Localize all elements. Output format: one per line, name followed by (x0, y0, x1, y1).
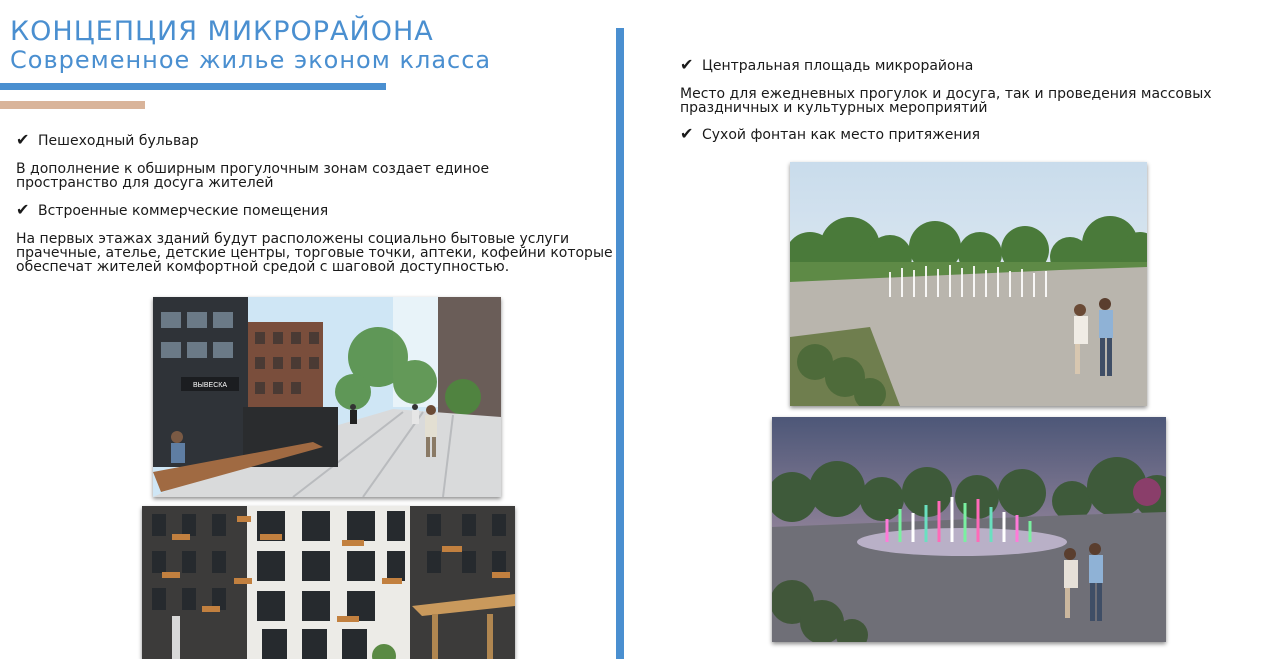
check-icon: ✔ (680, 124, 694, 143)
page-subtitle: Современное жилье эконом класса (10, 46, 492, 74)
square-text: Место для ежедневных прогулок и досуга, так и проведения массовых праздничных и культурных мероприятий (680, 86, 1212, 116)
commercial-heading: ✔ Встроенные коммерческие помещения (16, 200, 329, 219)
title-underline-tan (0, 101, 145, 109)
shop-sign: ВЫВЕСКА (192, 382, 228, 389)
check-icon: ✔ (16, 200, 30, 219)
commercial-text: На первых этажах зданий будут расположены социально бытовые услуги прачечные, ателье, детские центры, торговые точки, аптеки, кофейни которые обеспечат жителей комфортной средой с шаговой доступностью. (16, 231, 613, 275)
facade-photo (142, 506, 515, 659)
title-underline-blue (0, 83, 386, 90)
square-heading: ✔ Центральная площадь микрорайона (680, 55, 974, 74)
check-icon: ✔ (680, 55, 694, 74)
fountain-night-photo (772, 417, 1166, 642)
boulevard-text: В дополнение к обширным прогулочным зонам создает единое пространство для досуга жителей (16, 161, 490, 191)
fountain-day-photo (790, 162, 1147, 406)
column-divider (616, 28, 624, 659)
check-icon: ✔ (16, 130, 30, 149)
page-title: КОНЦЕПЦИЯ МИКРОРАЙОНА (10, 16, 434, 47)
fountain-heading: ✔ Сухой фонтан как место притяжения (680, 124, 981, 143)
boulevard-photo (153, 297, 501, 497)
boulevard-heading: ✔ Пешеходный бульвар (16, 130, 199, 149)
